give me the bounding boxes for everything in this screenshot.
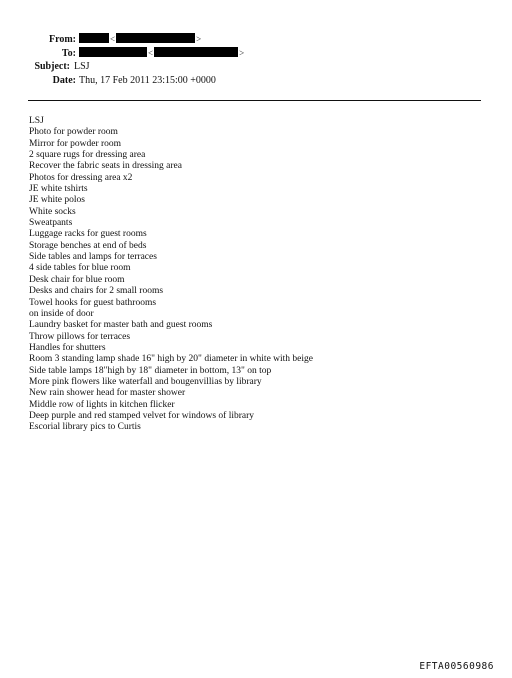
- email-body: [29, 116, 489, 434]
- body-line: White socks: [29, 206, 76, 217]
- body-line: Side tables and lamps for terraces: [29, 252, 157, 263]
- body-line: Handles for shutters: [29, 342, 106, 353]
- body-line: Deep purple and red stamped velvet for windows of library: [29, 410, 255, 421]
- redacted-block: [116, 33, 195, 43]
- body-line: Recover the fabric seats in dressing area: [29, 161, 182, 172]
- body-line: Middle row of lights in kitchen flicker: [29, 399, 175, 410]
- body-line: Side table lamps 18"high by 18" diameter in bottom, 13" on top: [29, 365, 272, 376]
- to-label: To:: [61, 47, 76, 59]
- subject-label: Subject:: [34, 61, 70, 72]
- from-row: [0, 33, 512, 47]
- body-line: JE white polos: [29, 195, 85, 206]
- date-value: Thu, 17 Feb 2011 23:15:00 +0000: [79, 74, 216, 86]
- to-row: [0, 47, 512, 61]
- body-line: Storage benches at end of beds: [29, 240, 147, 251]
- body-line: Photo for powder room: [29, 127, 118, 138]
- date-label: Date:: [52, 74, 76, 86]
- angle-open: <: [148, 47, 154, 58]
- angle-open: <: [110, 34, 116, 44]
- body-line: Desks and chairs for 2 small rooms: [29, 286, 164, 297]
- body-line: More pink flowers like waterfall and bougenvillias by library: [29, 376, 262, 387]
- date-row: [0, 74, 512, 88]
- body-line: Photos for dressing area x2: [29, 172, 133, 183]
- redacted-block: [79, 47, 147, 57]
- email-header: [0, 33, 512, 87]
- body-line: on inside of door: [29, 308, 94, 319]
- body-line: 2 square rugs for dressing area: [29, 150, 146, 161]
- body-line: Luggage racks for guest rooms: [29, 229, 147, 240]
- from-label: From:: [48, 34, 76, 45]
- subject-row: [0, 60, 512, 74]
- subject-value: LSJ: [74, 61, 90, 72]
- body-line: LSJ: [29, 116, 44, 126]
- body-line: Throw pillows for terraces: [29, 331, 131, 342]
- angle-close: >: [196, 34, 202, 44]
- redacted-block: [79, 33, 109, 43]
- body-line: Escorial library pics to Curtis: [29, 422, 141, 433]
- body-line: Towel hooks for guest bathrooms: [29, 297, 157, 308]
- to-value: [79, 47, 245, 61]
- body-line: 4 side tables for blue room: [29, 263, 131, 274]
- body-line: Room 3 standing lamp shade 16" high by 20" diameter in white with beige: [29, 354, 314, 365]
- angle-close: >: [239, 47, 245, 58]
- header-divider: [28, 100, 481, 101]
- body-line: Sweatpants: [29, 218, 73, 229]
- document-id: EFTA00560986: [419, 661, 494, 672]
- body-line: Laundry basket for master bath and guest rooms: [29, 320, 213, 331]
- from-value: [79, 33, 202, 47]
- body-line: Mirror for powder room: [29, 138, 122, 149]
- body-line: JE white tshirts: [29, 184, 88, 195]
- body-line: New rain shower head for master shower: [29, 388, 186, 399]
- redacted-block: [154, 47, 238, 57]
- body-line: Desk chair for blue room: [29, 274, 125, 285]
